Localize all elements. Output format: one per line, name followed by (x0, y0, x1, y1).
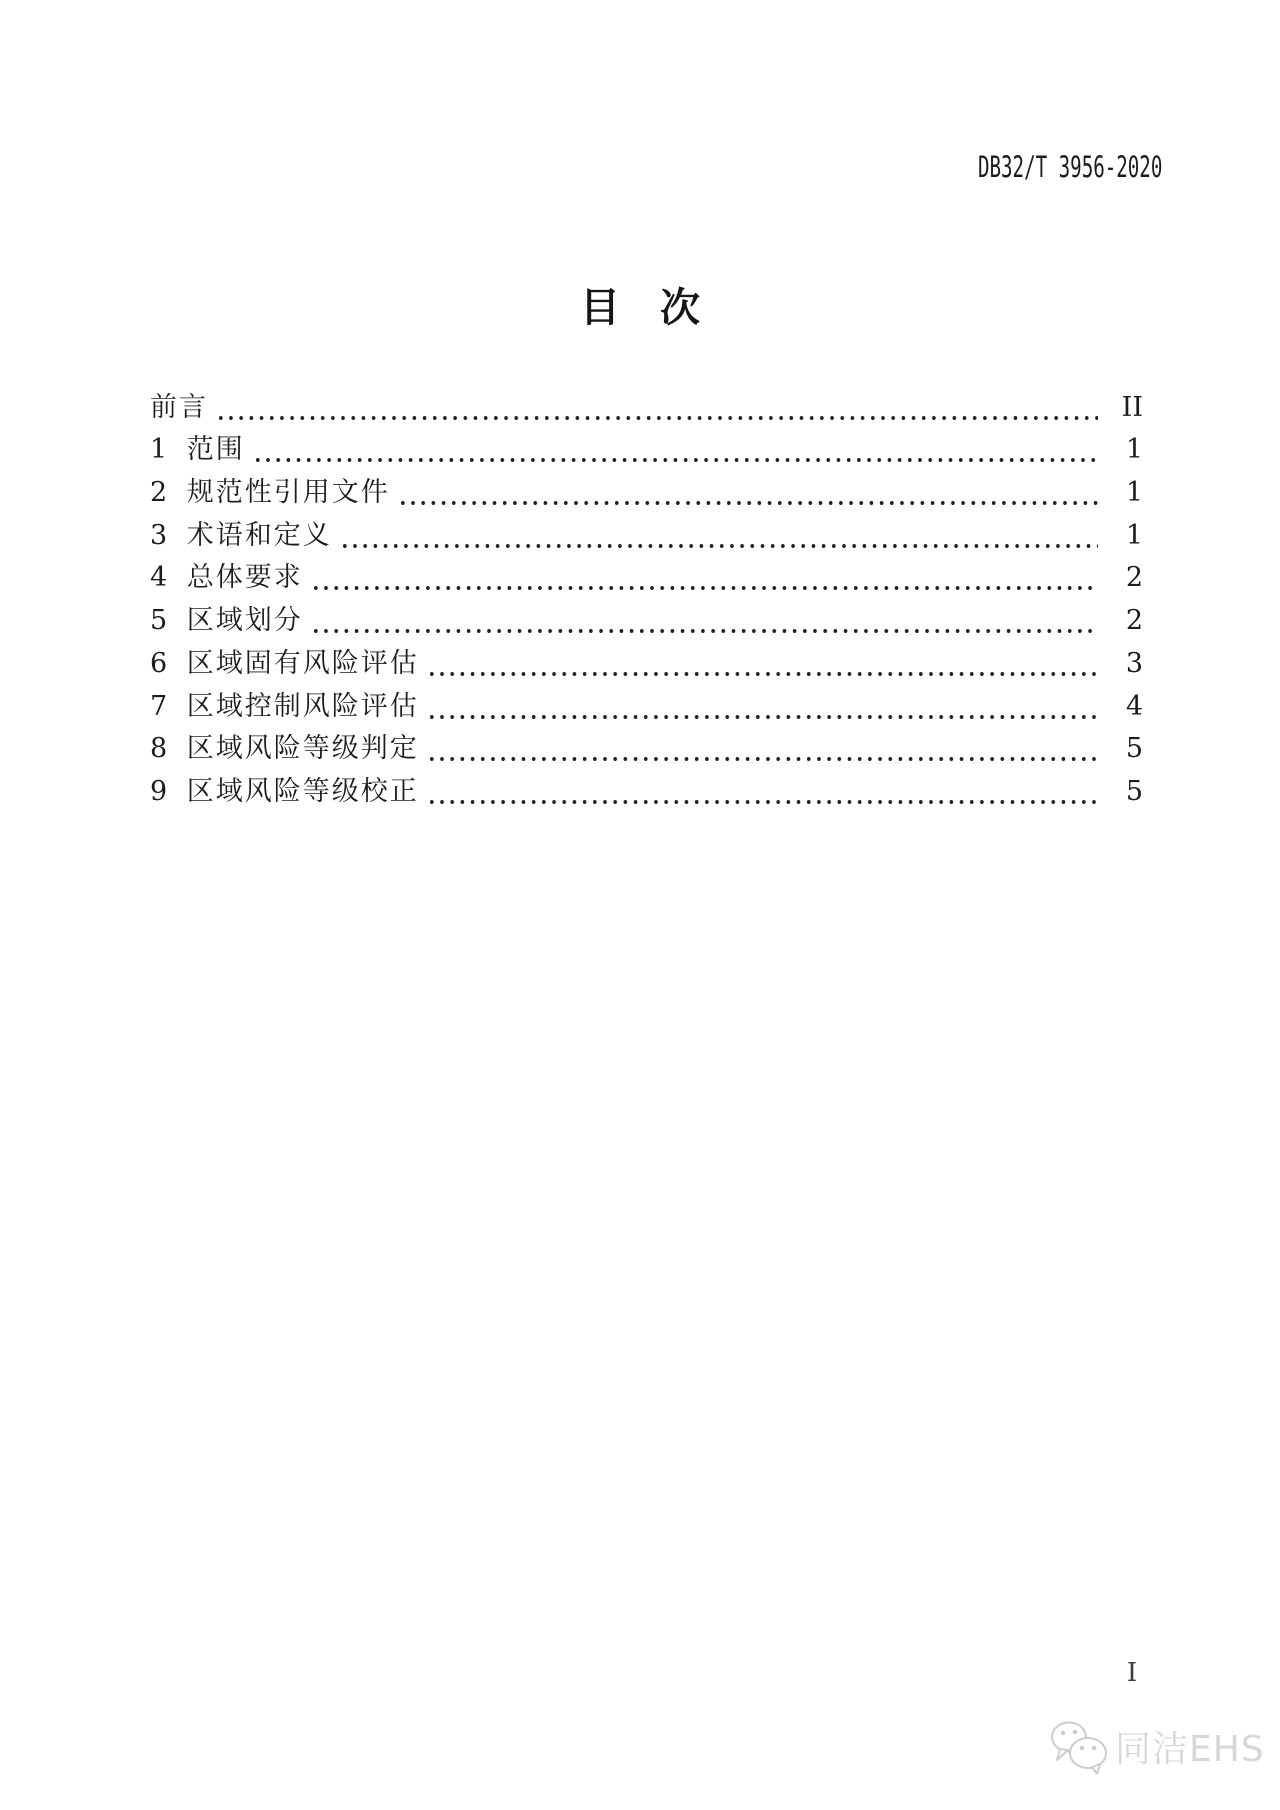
dot-leader (343, 518, 1098, 554)
toc-entry (150, 639, 1143, 682)
toc-entry-page: 1 (1125, 434, 1143, 466)
dot-leader (430, 689, 1098, 725)
folio-page-number: I (1126, 1658, 1138, 1688)
toc-entry-label: 1 范围 (150, 434, 245, 466)
dot-leader (430, 646, 1098, 682)
toc-entry-label: 前言 (150, 391, 208, 423)
document-code: DB32/T 3956-2020 (977, 150, 1162, 184)
toc-entry (150, 426, 1143, 469)
toc-entry (150, 554, 1143, 597)
dot-leader (256, 432, 1098, 468)
toc-entry (150, 468, 1143, 511)
dot-leader (430, 731, 1098, 767)
toc-entry-page: II (1121, 391, 1143, 423)
toc-entry-label: 4 总体要求 (150, 562, 303, 594)
wechat-icon (1048, 1718, 1110, 1774)
dot-leader (430, 774, 1098, 810)
toc-entry-page: 3 (1125, 647, 1143, 679)
watermark (1048, 1718, 1265, 1774)
toc-entry-page: 1 (1125, 519, 1143, 551)
page-title: 目 次 (580, 285, 700, 331)
toc-entry-label: 5 区域划分 (150, 605, 303, 637)
toc-entry-label: 7 区域控制风险评估 (150, 690, 419, 722)
toc-entry (150, 767, 1143, 810)
dot-leader (219, 390, 1098, 426)
toc-entry (150, 682, 1143, 725)
dot-leader (314, 560, 1098, 596)
toc-entry-page: 1 (1125, 477, 1143, 509)
table-of-contents (150, 383, 1143, 810)
toc-entry-label: 3 术语和定义 (150, 519, 332, 551)
toc-entry-page: 2 (1125, 562, 1143, 594)
toc-entry (150, 383, 1143, 426)
toc-entry-page: 5 (1125, 775, 1143, 807)
watermark-text: 同洁EHS (1115, 1728, 1265, 1770)
toc-entry-page: 5 (1125, 733, 1143, 765)
toc-entry (150, 725, 1143, 768)
toc-entry-page: 4 (1125, 690, 1143, 722)
toc-entry-page: 2 (1125, 605, 1143, 637)
toc-entry (150, 596, 1143, 639)
toc-entry-label: 2 规范性引用文件 (150, 477, 390, 509)
dot-leader (314, 603, 1098, 639)
dot-leader (401, 475, 1098, 511)
toc-entry-label: 8 区域风险等级判定 (150, 733, 419, 765)
toc-entry-label: 9 区域风险等级校正 (150, 775, 419, 807)
toc-entry (150, 511, 1143, 554)
toc-entry-label: 6 区域固有风险评估 (150, 647, 419, 679)
